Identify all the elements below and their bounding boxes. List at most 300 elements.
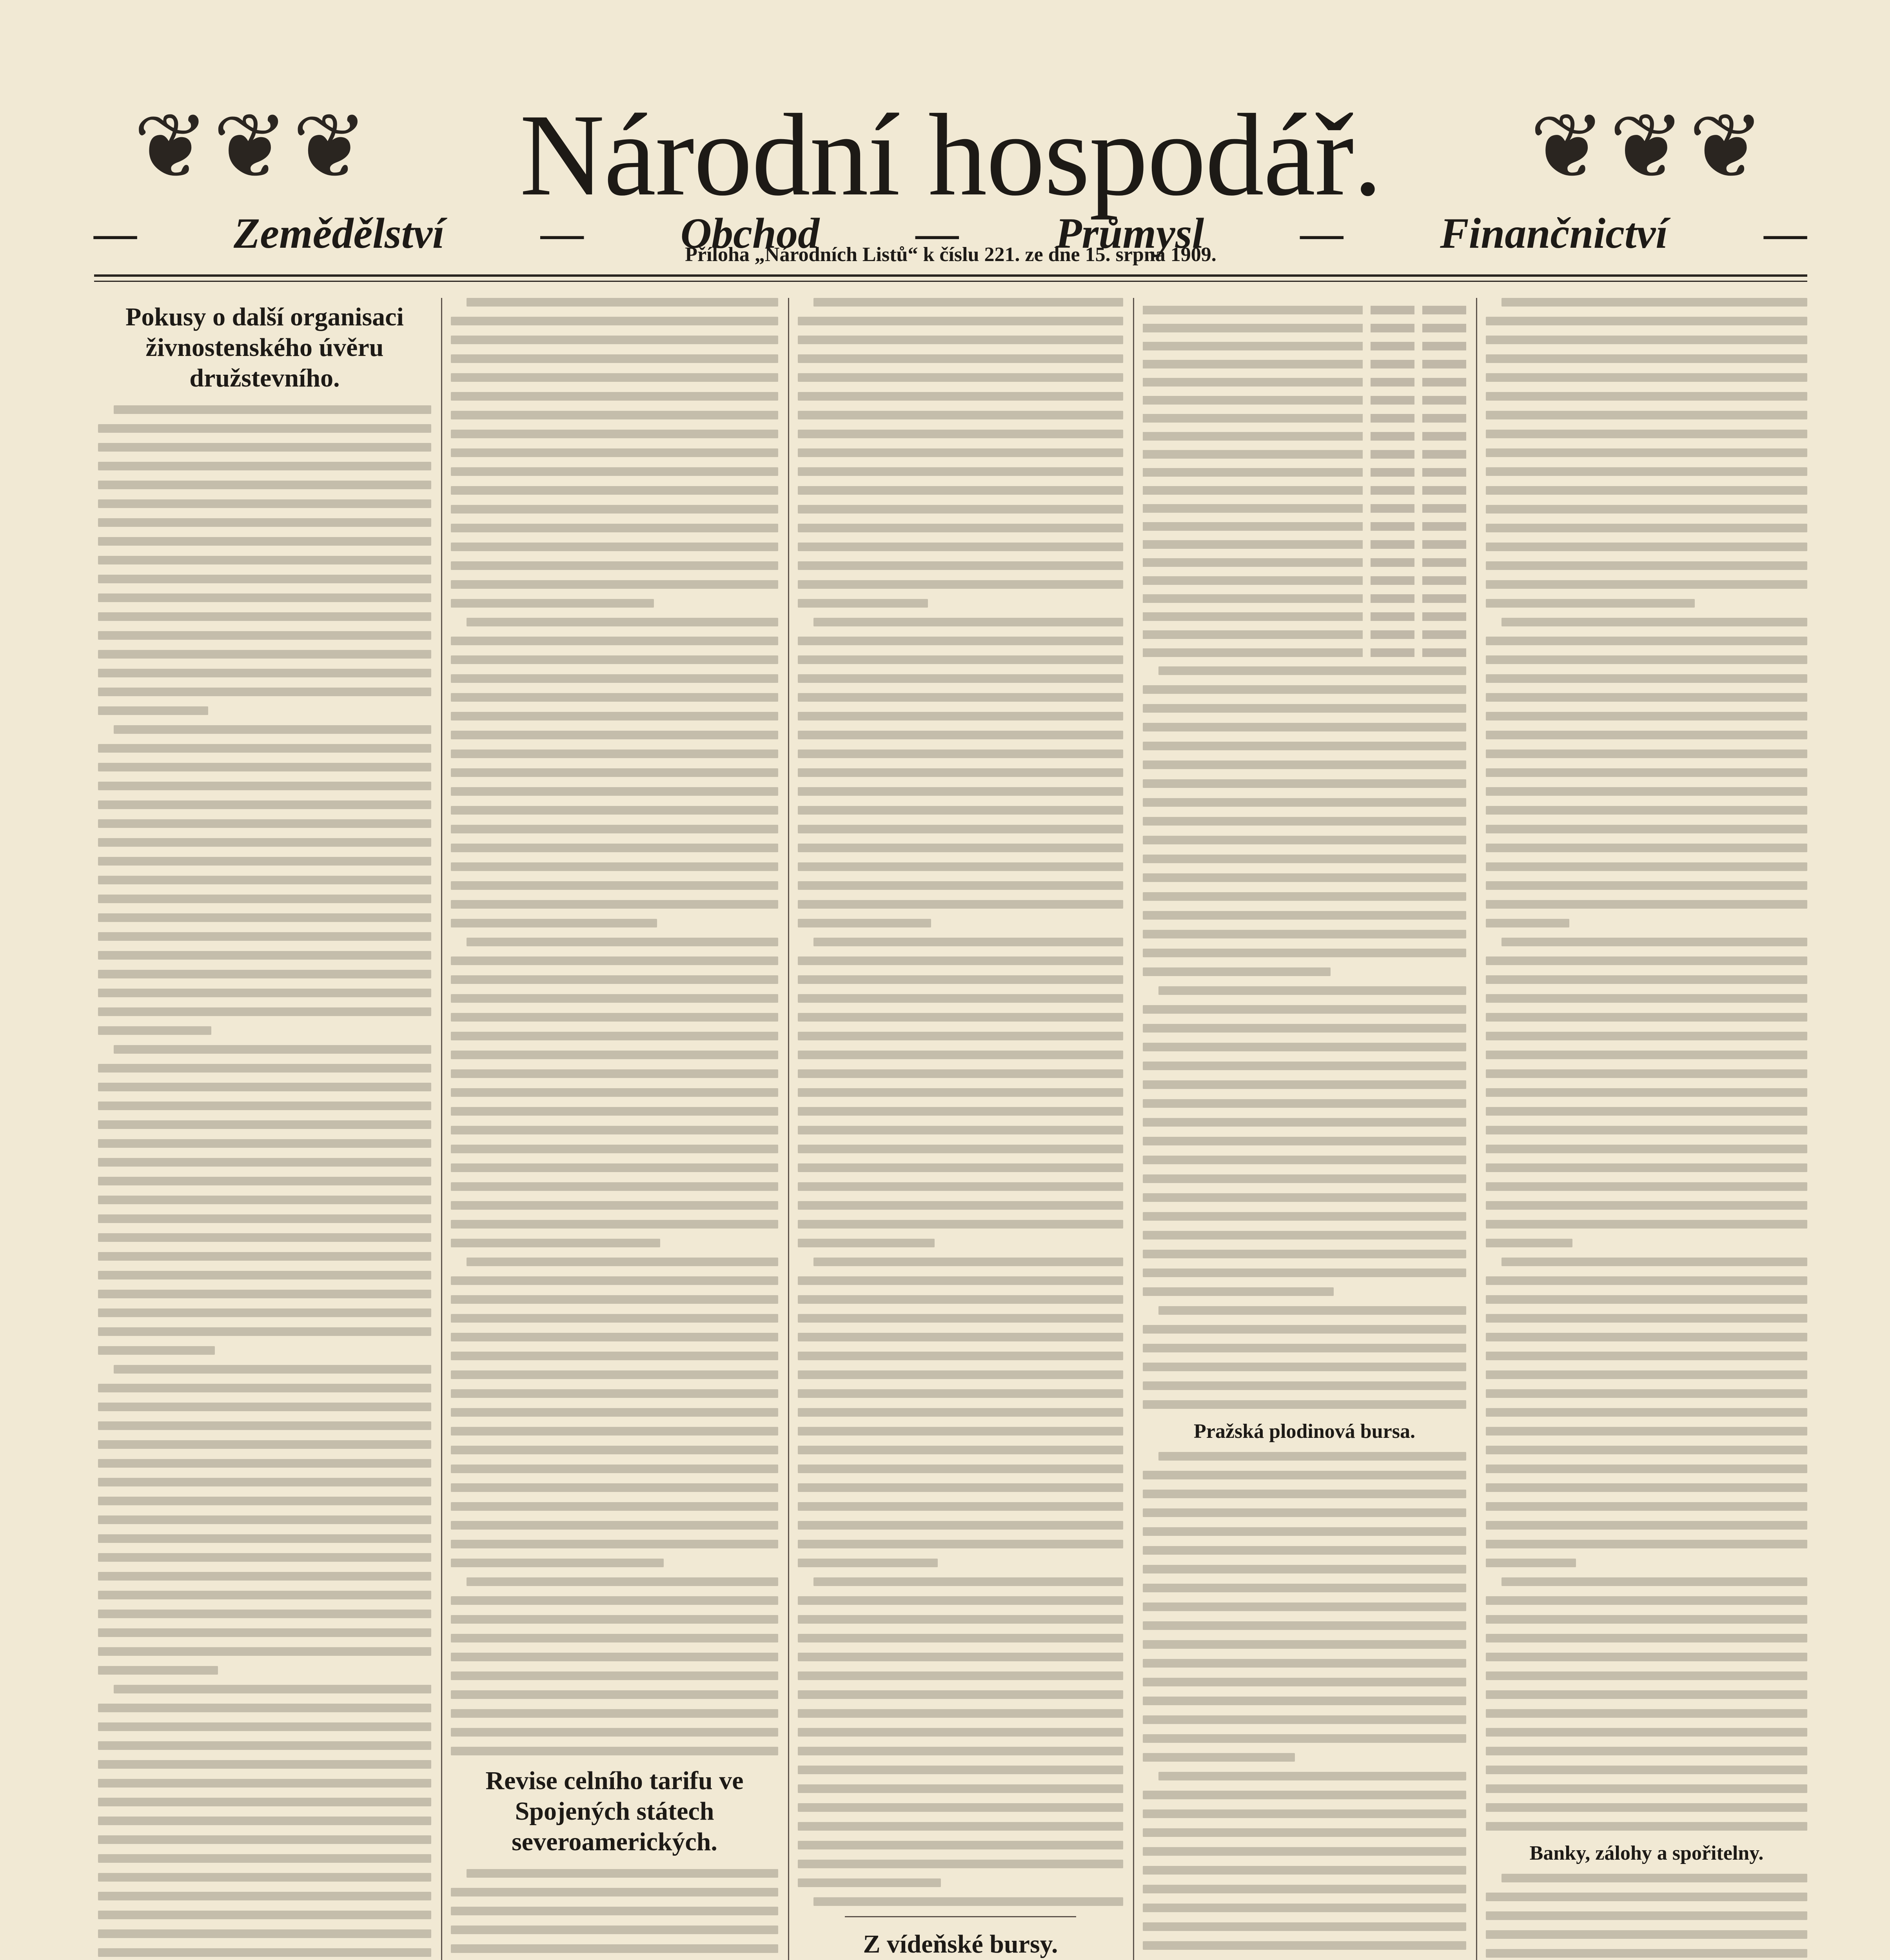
text-line — [1486, 486, 1807, 495]
text-line — [813, 298, 1123, 307]
text-line — [467, 298, 778, 307]
table-row — [1143, 594, 1466, 603]
column-2 — [451, 298, 778, 1960]
table-cell — [1371, 558, 1414, 567]
text-line — [813, 938, 1123, 946]
text-line — [451, 1596, 778, 1605]
text-line — [798, 336, 1123, 344]
text-line — [98, 1591, 431, 1599]
text-line — [1143, 723, 1466, 731]
text-line — [467, 1869, 778, 1878]
text-line — [451, 1690, 778, 1699]
table-cell — [1422, 558, 1466, 567]
text-line — [798, 731, 1123, 739]
text-line — [114, 1685, 431, 1693]
masthead-section-4: Finančnictví — [1440, 209, 1668, 257]
text-line — [1486, 1069, 1807, 1078]
text-line — [1143, 1062, 1466, 1070]
text-line — [98, 706, 208, 715]
text-line — [451, 975, 778, 984]
text-line — [798, 712, 1123, 720]
table-cell — [1371, 432, 1414, 441]
article-heading: Revise celního tarifu ve Spojených státech severoamerických. — [485, 1766, 744, 1856]
text-line — [1486, 1822, 1807, 1831]
text-line — [1486, 1051, 1807, 1059]
text-line — [798, 1069, 1123, 1078]
table-cell — [1422, 612, 1466, 621]
text-line — [98, 1026, 211, 1035]
text-line — [1486, 1126, 1807, 1134]
text-line — [451, 1107, 778, 1116]
table-cell — [1371, 504, 1414, 513]
text-line — [98, 1233, 431, 1242]
text-line — [451, 844, 778, 852]
text-line — [451, 655, 778, 664]
text-line — [798, 1295, 1123, 1304]
text-line — [1143, 1885, 1466, 1893]
text-line — [1143, 798, 1466, 807]
divider — [845, 1916, 1076, 1917]
text-line — [467, 1577, 778, 1586]
text-line — [451, 1944, 778, 1953]
article-body — [1486, 298, 1807, 1831]
text-line — [798, 1032, 1123, 1040]
table-cell — [1143, 306, 1363, 314]
text-line — [1143, 1828, 1466, 1837]
table-cell — [1143, 396, 1363, 405]
text-line — [1486, 1784, 1807, 1793]
masthead-dash: — — [94, 209, 137, 257]
text-line — [798, 1370, 1123, 1379]
article-body — [1486, 1874, 1807, 1960]
text-line — [98, 800, 431, 809]
text-line — [1486, 693, 1807, 702]
text-line — [98, 895, 431, 903]
text-line — [98, 763, 431, 771]
table-cell — [1371, 630, 1414, 639]
table-cell — [1143, 648, 1363, 657]
text-line — [1143, 1174, 1466, 1183]
text-line — [798, 1653, 1123, 1661]
text-line — [798, 1766, 1123, 1774]
column-rule — [788, 298, 789, 1960]
text-line — [1486, 1502, 1807, 1511]
text-line — [451, 1276, 778, 1285]
table-cell — [1143, 414, 1363, 423]
text-line — [1486, 317, 1807, 325]
text-line — [98, 1459, 431, 1468]
text-line — [114, 1365, 431, 1374]
table-cell — [1371, 450, 1414, 459]
text-line — [1158, 666, 1466, 675]
text-line — [798, 1201, 1123, 1210]
text-line — [1486, 806, 1807, 815]
text-line — [451, 825, 778, 833]
text-line — [98, 1948, 431, 1957]
table-row — [1143, 342, 1466, 350]
text-line — [798, 1239, 935, 1247]
text-line — [1143, 1678, 1466, 1686]
table-cell — [1422, 504, 1466, 513]
masthead-section-3: Průmysl — [1055, 209, 1204, 257]
text-line — [813, 1897, 1123, 1906]
table-cell — [1422, 576, 1466, 585]
text-line — [98, 631, 431, 640]
text-line — [798, 1408, 1123, 1417]
text-line — [1143, 836, 1466, 844]
text-line — [98, 1911, 431, 1919]
table-row — [1143, 522, 1466, 531]
table-cell — [1371, 306, 1414, 314]
text-line — [1143, 1344, 1466, 1352]
text-line — [1143, 1363, 1466, 1371]
article-body — [1143, 1452, 1466, 1960]
text-line — [1143, 817, 1466, 826]
text-line — [1486, 919, 1569, 927]
text-line — [798, 768, 1123, 777]
text-line — [1486, 825, 1807, 833]
text-line — [1143, 1546, 1466, 1555]
text-line — [451, 693, 778, 702]
text-line — [1143, 704, 1466, 713]
text-line — [798, 1841, 1123, 1849]
text-line — [1486, 1314, 1807, 1323]
text-line — [1143, 1715, 1466, 1724]
text-line — [451, 1653, 778, 1661]
table-row — [1143, 612, 1466, 621]
table-cell — [1371, 594, 1414, 603]
text-line — [451, 392, 778, 401]
text-line — [1486, 862, 1807, 871]
text-line — [1486, 467, 1807, 476]
text-line — [1486, 1634, 1807, 1642]
table-row — [1143, 540, 1466, 549]
text-line — [1158, 1452, 1466, 1461]
text-line — [451, 1163, 778, 1172]
text-line — [1486, 1709, 1807, 1718]
text-line — [98, 1308, 431, 1317]
text-line — [798, 825, 1123, 833]
table-cell — [1371, 522, 1414, 531]
text-line — [1486, 599, 1695, 608]
text-line — [98, 1290, 431, 1298]
text-line — [1143, 760, 1466, 769]
text-line — [467, 618, 778, 626]
text-line — [98, 1158, 431, 1167]
text-line — [98, 1515, 431, 1524]
text-line — [451, 1728, 778, 1737]
text-line — [1501, 298, 1807, 307]
text-line — [98, 688, 431, 696]
table-cell — [1422, 342, 1466, 350]
text-line — [798, 1446, 1123, 1454]
text-line — [1486, 1333, 1807, 1341]
text-line — [1143, 1490, 1466, 1498]
text-line — [98, 1534, 431, 1543]
text-line — [98, 819, 431, 828]
text-line — [1486, 1930, 1807, 1939]
text-line — [98, 537, 431, 546]
text-line — [1486, 1690, 1807, 1699]
text-line — [798, 637, 1123, 645]
text-line — [451, 674, 778, 683]
text-line — [1143, 1565, 1466, 1573]
text-line — [114, 725, 431, 734]
text-line — [798, 1709, 1123, 1718]
text-line — [451, 1333, 778, 1341]
text-line — [451, 1201, 778, 1210]
text-line — [798, 1860, 1123, 1868]
text-line — [798, 411, 1123, 419]
table-cell — [1143, 522, 1363, 531]
text-line — [1143, 1325, 1466, 1334]
text-line — [98, 1384, 431, 1392]
text-line — [451, 1907, 778, 1915]
table-cell — [1371, 468, 1414, 477]
text-line — [798, 1615, 1123, 1624]
text-line — [98, 556, 431, 564]
table-cell — [1143, 432, 1363, 441]
text-line — [1501, 1874, 1807, 1882]
text-line — [1143, 1118, 1466, 1127]
text-line — [98, 782, 431, 790]
text-line — [98, 1854, 431, 1863]
table-cell — [1422, 396, 1466, 405]
table-row — [1143, 324, 1466, 332]
text-line — [451, 750, 778, 758]
text-line — [1486, 1427, 1807, 1436]
text-line — [451, 1634, 778, 1642]
table-cell — [1371, 414, 1414, 423]
text-line — [1486, 1596, 1807, 1605]
text-line — [1143, 1381, 1466, 1390]
masthead-separator: — — [1300, 209, 1344, 257]
text-line — [1143, 1099, 1466, 1108]
text-line — [798, 448, 1123, 457]
text-line — [451, 599, 654, 608]
text-line — [98, 1403, 431, 1411]
text-line — [98, 1007, 431, 1016]
text-line — [798, 1389, 1123, 1398]
text-line — [98, 1722, 431, 1731]
text-line — [98, 593, 431, 602]
text-line — [798, 994, 1123, 1003]
text-line — [1143, 742, 1466, 750]
text-line — [98, 1817, 431, 1825]
table-row — [1143, 468, 1466, 477]
article-heading: Pokusy o další organisaci živnostenského úvěru družstevního. — [125, 303, 404, 392]
article-body — [451, 298, 778, 1755]
text-line — [451, 862, 778, 871]
text-line — [451, 448, 778, 457]
text-line — [1143, 1922, 1466, 1931]
text-line — [98, 1741, 431, 1750]
article-body — [451, 1869, 778, 1960]
text-line — [98, 857, 431, 866]
table-row — [1143, 306, 1466, 314]
table-cell — [1371, 342, 1414, 350]
text-line — [798, 1690, 1123, 1699]
text-line — [798, 1502, 1123, 1511]
masthead-rule — [94, 274, 1807, 282]
column-rule — [1133, 298, 1134, 1960]
text-line — [98, 1760, 431, 1769]
text-line — [451, 373, 778, 382]
text-line — [98, 1083, 431, 1091]
table-cell — [1143, 324, 1363, 332]
text-line — [798, 1784, 1123, 1793]
table-row — [1143, 504, 1466, 513]
article-heading: Z vídeňské bursy. — [863, 1930, 1058, 1958]
text-line — [98, 499, 431, 508]
text-line — [451, 1295, 778, 1304]
text-line — [1143, 1734, 1466, 1743]
text-line — [1486, 1163, 1807, 1172]
text-line — [451, 1069, 778, 1078]
text-line — [98, 1647, 431, 1656]
table-cell — [1422, 414, 1466, 423]
text-line — [798, 1107, 1123, 1116]
text-line — [451, 712, 778, 720]
text-line — [1143, 685, 1466, 694]
text-line — [451, 543, 778, 551]
text-line — [798, 1314, 1123, 1323]
text-line — [1486, 1766, 1807, 1774]
table-cell — [1143, 576, 1363, 585]
text-line — [1143, 967, 1331, 976]
column-3 — [798, 298, 1123, 1960]
text-line — [98, 424, 431, 433]
text-line — [798, 1747, 1123, 1755]
text-line — [98, 1421, 431, 1430]
text-line — [1143, 1269, 1466, 1277]
text-line — [1486, 524, 1807, 532]
column-4 — [1143, 298, 1466, 1960]
text-line — [798, 1671, 1123, 1680]
text-line — [798, 392, 1123, 401]
text-line — [1143, 1287, 1334, 1296]
table-cell — [1422, 468, 1466, 477]
text-line — [1143, 892, 1466, 901]
text-line — [98, 518, 431, 527]
text-line — [98, 1440, 431, 1449]
text-line — [98, 1196, 431, 1204]
text-line — [1143, 1527, 1466, 1536]
text-line — [114, 405, 431, 414]
text-line — [798, 1163, 1123, 1172]
table-cell — [1371, 540, 1414, 549]
column-rule — [441, 298, 442, 1960]
text-line — [1486, 1540, 1807, 1548]
text-line — [98, 481, 431, 489]
text-line — [798, 1634, 1123, 1642]
text-line — [1486, 505, 1807, 514]
text-line — [1486, 731, 1807, 739]
text-line — [1486, 1559, 1576, 1567]
table-cell — [1422, 306, 1466, 314]
text-line — [451, 1615, 778, 1624]
table-cell — [1422, 648, 1466, 657]
text-line — [798, 975, 1123, 984]
text-line — [451, 1088, 778, 1097]
text-line — [1143, 1640, 1466, 1649]
column-1 — [98, 298, 431, 1960]
masthead-ornament-right: ❦❦❦ — [1529, 94, 1768, 199]
text-line — [798, 844, 1123, 852]
article-body — [1143, 666, 1466, 1409]
text-line — [451, 580, 778, 589]
text-line — [798, 1182, 1123, 1191]
text-line — [798, 787, 1123, 796]
text-line — [1486, 543, 1807, 551]
text-line — [98, 1478, 431, 1486]
table-row — [1143, 432, 1466, 441]
text-line — [98, 1779, 431, 1788]
text-line — [1486, 1893, 1807, 1901]
text-line — [798, 1051, 1123, 1059]
text-line — [451, 994, 778, 1003]
table-cell — [1371, 396, 1414, 405]
text-line — [1486, 1013, 1807, 1022]
text-line — [1486, 1182, 1807, 1191]
text-line — [798, 1483, 1123, 1492]
text-line — [98, 1610, 431, 1618]
text-line — [451, 900, 778, 909]
text-line — [798, 317, 1123, 325]
text-line — [98, 970, 431, 978]
text-line — [467, 1258, 778, 1266]
masthead-separator: — — [541, 209, 584, 257]
text-line — [798, 806, 1123, 815]
text-line — [813, 618, 1123, 626]
text-line — [1486, 1483, 1807, 1492]
text-line — [798, 486, 1123, 495]
text-line — [1143, 911, 1466, 920]
text-line — [1143, 1137, 1466, 1145]
text-line — [1143, 1753, 1295, 1762]
text-line — [451, 1126, 778, 1134]
text-line — [98, 1271, 431, 1279]
text-line — [1143, 1005, 1466, 1014]
text-line — [1486, 1949, 1807, 1958]
text-line — [451, 1013, 778, 1022]
text-line — [1486, 448, 1807, 457]
text-line — [798, 524, 1123, 532]
supplement-line: Příloha „Národních Listů“ k číslu 221. ze dne 15. srpna 1909. — [685, 243, 1216, 266]
text-line — [98, 951, 431, 960]
text-line — [1486, 1653, 1807, 1661]
text-line — [1158, 1772, 1466, 1780]
section-heading: Pražská plodinová bursa. — [1194, 1420, 1415, 1443]
text-line — [798, 505, 1123, 514]
table-cell — [1422, 540, 1466, 549]
text-line — [451, 1483, 778, 1492]
text-line — [798, 750, 1123, 758]
text-line — [1486, 1032, 1807, 1040]
text-line — [98, 1628, 431, 1637]
text-line — [798, 580, 1123, 589]
table-cell — [1422, 486, 1466, 495]
text-line — [451, 1182, 778, 1191]
text-line — [798, 1145, 1123, 1153]
text-line — [1143, 1231, 1466, 1240]
text-line — [1486, 392, 1807, 401]
text-line — [1486, 881, 1807, 890]
text-line — [98, 1214, 431, 1223]
text-line — [451, 1051, 778, 1059]
text-line — [98, 744, 431, 753]
table-cell — [1422, 324, 1466, 332]
